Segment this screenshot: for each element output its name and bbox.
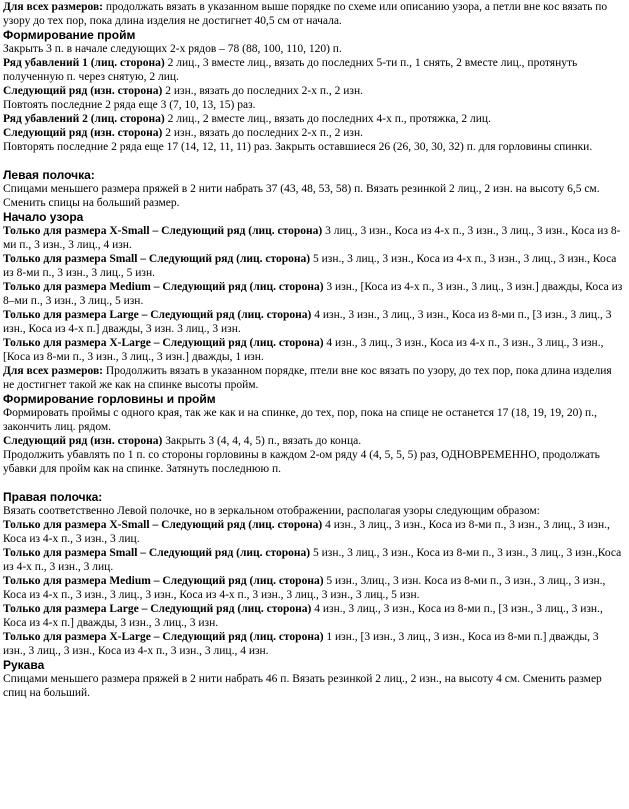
paragraph: Следующий ряд (изн. сторона) Закрыть 3 (4, 4, 4, 5) п., вязать до конца. [3,435,362,447]
paragraph: Только для размера Medium – Следующий ряд (лиц. сторона) 5 изн., 3лиц., 3 изн. Коса из 8-ми п., 3 изн., 3 лиц., 3 изн., Коса из 4-х п., 3 изн., 3 лиц., 3 изн., Коса из 4-х п., 3 изн., 3 лиц., 3 изн., 3 лиц., 5 изн. [3,575,606,601]
paragraph: Повторять последние 2 ряда еще 17 (14, 12, 11, 11) раз. Закрыть оставшиеся 26 (26, 30, 30, 32) п. для горловины спинки. [3,141,593,153]
paragraph: Только для размера Large – Следующий ряд (лиц. сторона) 4 изн., 3 лиц., 3 изн., Коса из 8-ми п., [3 изн., 3 лиц., 3 изн., Коса из 4-х п.] дважды, 3 изн., 3 лиц., 3 изн. [3,603,603,629]
paragraph: Только для размера X-Large – Следующий ряд (лиц. сторона) 1 изн., [3 изн., 3 лиц., 3 изн., Коса из 8-ми п.] дважды, 3 изн., 3 лиц., 3 изн., Коса из 4-х п., 3 изн., 3 лиц., 4 изн. [3,631,599,657]
paragraph: Ряд убавлений 1 (лиц. сторона) 2 лиц., 3 вместе лиц., вязать до последних 5-ти п., 1 снять, 2 вместе лиц., протянуть полученную п. через снятую, 2 лиц. [3,57,578,83]
paragraph: Только для размера X-Small – Следующий ряд (лиц. сторона) 3 лиц., 3 изн., Коса из 4-х п., 3 изн., 3 лиц., 3 изн., Коса из 8-ми п., 3 изн., 3 лиц., 4 изн. [3,225,621,251]
paragraph: Спицами меньшего размера пряжей в 2 нити набрать 46 п. Вязать резинкой 2 лиц., 2 изн., на высоту 4 см. Сменить размер спиц на больший. [3,673,602,699]
paragraph: Спицами меньшего размера пряжей в 2 нити набрать 37 (43, 48, 53, 58) п. Вязать резинкой 2 лиц., 2 изн. на высоту 6,5 см. Сменить спицы на больший размер. [3,183,600,209]
paragraph: Вязать соответственно Левой полочке, но в зеркальном отображении, располагая узоры следующим образом: [3,505,540,517]
section-heading: Начало узора [3,210,84,224]
paragraph: Только для размера X-Small – Следующий ряд (лиц. сторона) 4 изн., 3 лиц., 3 изн., Коса из 8-ми п., 3 изн., 3 лиц., 3 изн., Коса из 4-х п., 3 изн., 3 лиц. [3,519,610,545]
paragraph: Только для размера Small – Следующий ряд (лиц. сторона) 5 изн., 3 лиц., 3 изн., Коса из 4-х п., 3 изн., 3 лиц., 3 изн., Коса из 8-ми п., 3 изн., 3 лиц., 5 изн. [3,253,617,279]
section-heading: Формирование горловины и пройм [3,392,216,406]
paragraph: Только для размера X-Large – Следующий ряд (лиц. сторона) 4 изн., 3 лиц., 3 изн., Коса из 4-х п., 3 изн., 3 лиц., 3 изн., [Коса из 8-ми п., 3 изн., 3 лиц., 3 изн.] дважды, 1 изн. [3,337,604,363]
paragraph: Закрыть 3 п. в начале следующих 2-х рядов – 78 (88, 100, 110, 120) п. [3,43,342,55]
section-heading: Левая полочка: [3,168,95,182]
section-heading: Рукава [3,658,45,672]
paragraph: Следующий ряд (изн. сторона) 2 изн., вязать до последних 2-х п., 2 изн. [3,127,363,139]
paragraph: Для всех размеров: продолжать вязать в указанном выше порядке по схеме или описанию узора, а петли вне кос вязать по узору до тех пор, пока длина изделия не достигнет 40,5 см от начала. [3,1,608,27]
paragraph: Следующий ряд (изн. сторона) 2 изн., вязать до последних 2-х п., 2 изн. [3,85,363,97]
paragraph: Только для размера Medium – Следующий ряд (лиц. сторона) 3 изн., [Коса из 4-х п., 3 изн., 3 лиц., 3 изн.] дважды, Коса из 8–ми п., 3 изн., 3 лиц., 5 изн. [3,281,623,307]
paragraph: Ряд убавлений 2 (лиц. сторона) 2 лиц., 2 вместе лиц., вязать до последних 4-х п., протяжка, 2 лиц. [3,113,491,125]
paragraph: Продолжить убавлять по 1 п. со стороны горловины в каждом 2-ом ряду 4 (4, 5, 5, 5) раз, ОДНОВРЕМЕННО, продолжать убавки для пройм как на спинке. Затянуть последнюю п. [3,449,600,475]
paragraph: Повтоять последние 2 ряда еще 3 (7, 10, 13, 15) раз. [3,99,256,111]
paragraph: Для всех размеров: Продолжить вязать в указанном порядке, птели вне кос вязать по узору, до тех пор, пока длина изделия не достигнет такой же как на спинке высоты пройм. [3,365,612,391]
section-heading: Формирование пройм [3,28,136,42]
section-heading: Правая полочка: [3,490,103,504]
paragraph: Формировать проймы с одного края, так же как и на спинке, до тех, пор, пока на спице не останется 17 (18, 19, 19, 20) п., закончить лиц. рядом. [3,407,597,433]
paragraph: Только для размера Large – Следующий ряд (лиц. сторона) 4 изн., 3 изн., 3 лиц., 3 изн., Коса из 8-ми п., [3 изн., 3 лиц., 3 изн., Коса из 4-х п.] дважды, 3 изн. 3 лиц., 3 изн. [3,309,612,335]
paragraph: Только для размера Small – Следующий ряд (лиц. сторона) 5 изн., 3 лиц., 3 изн., Коса из 8-ми п., 3 изн., 3 лиц., 3 изн.,Коса из 4-х п., 3 изн., 3 лиц. [3,547,622,573]
